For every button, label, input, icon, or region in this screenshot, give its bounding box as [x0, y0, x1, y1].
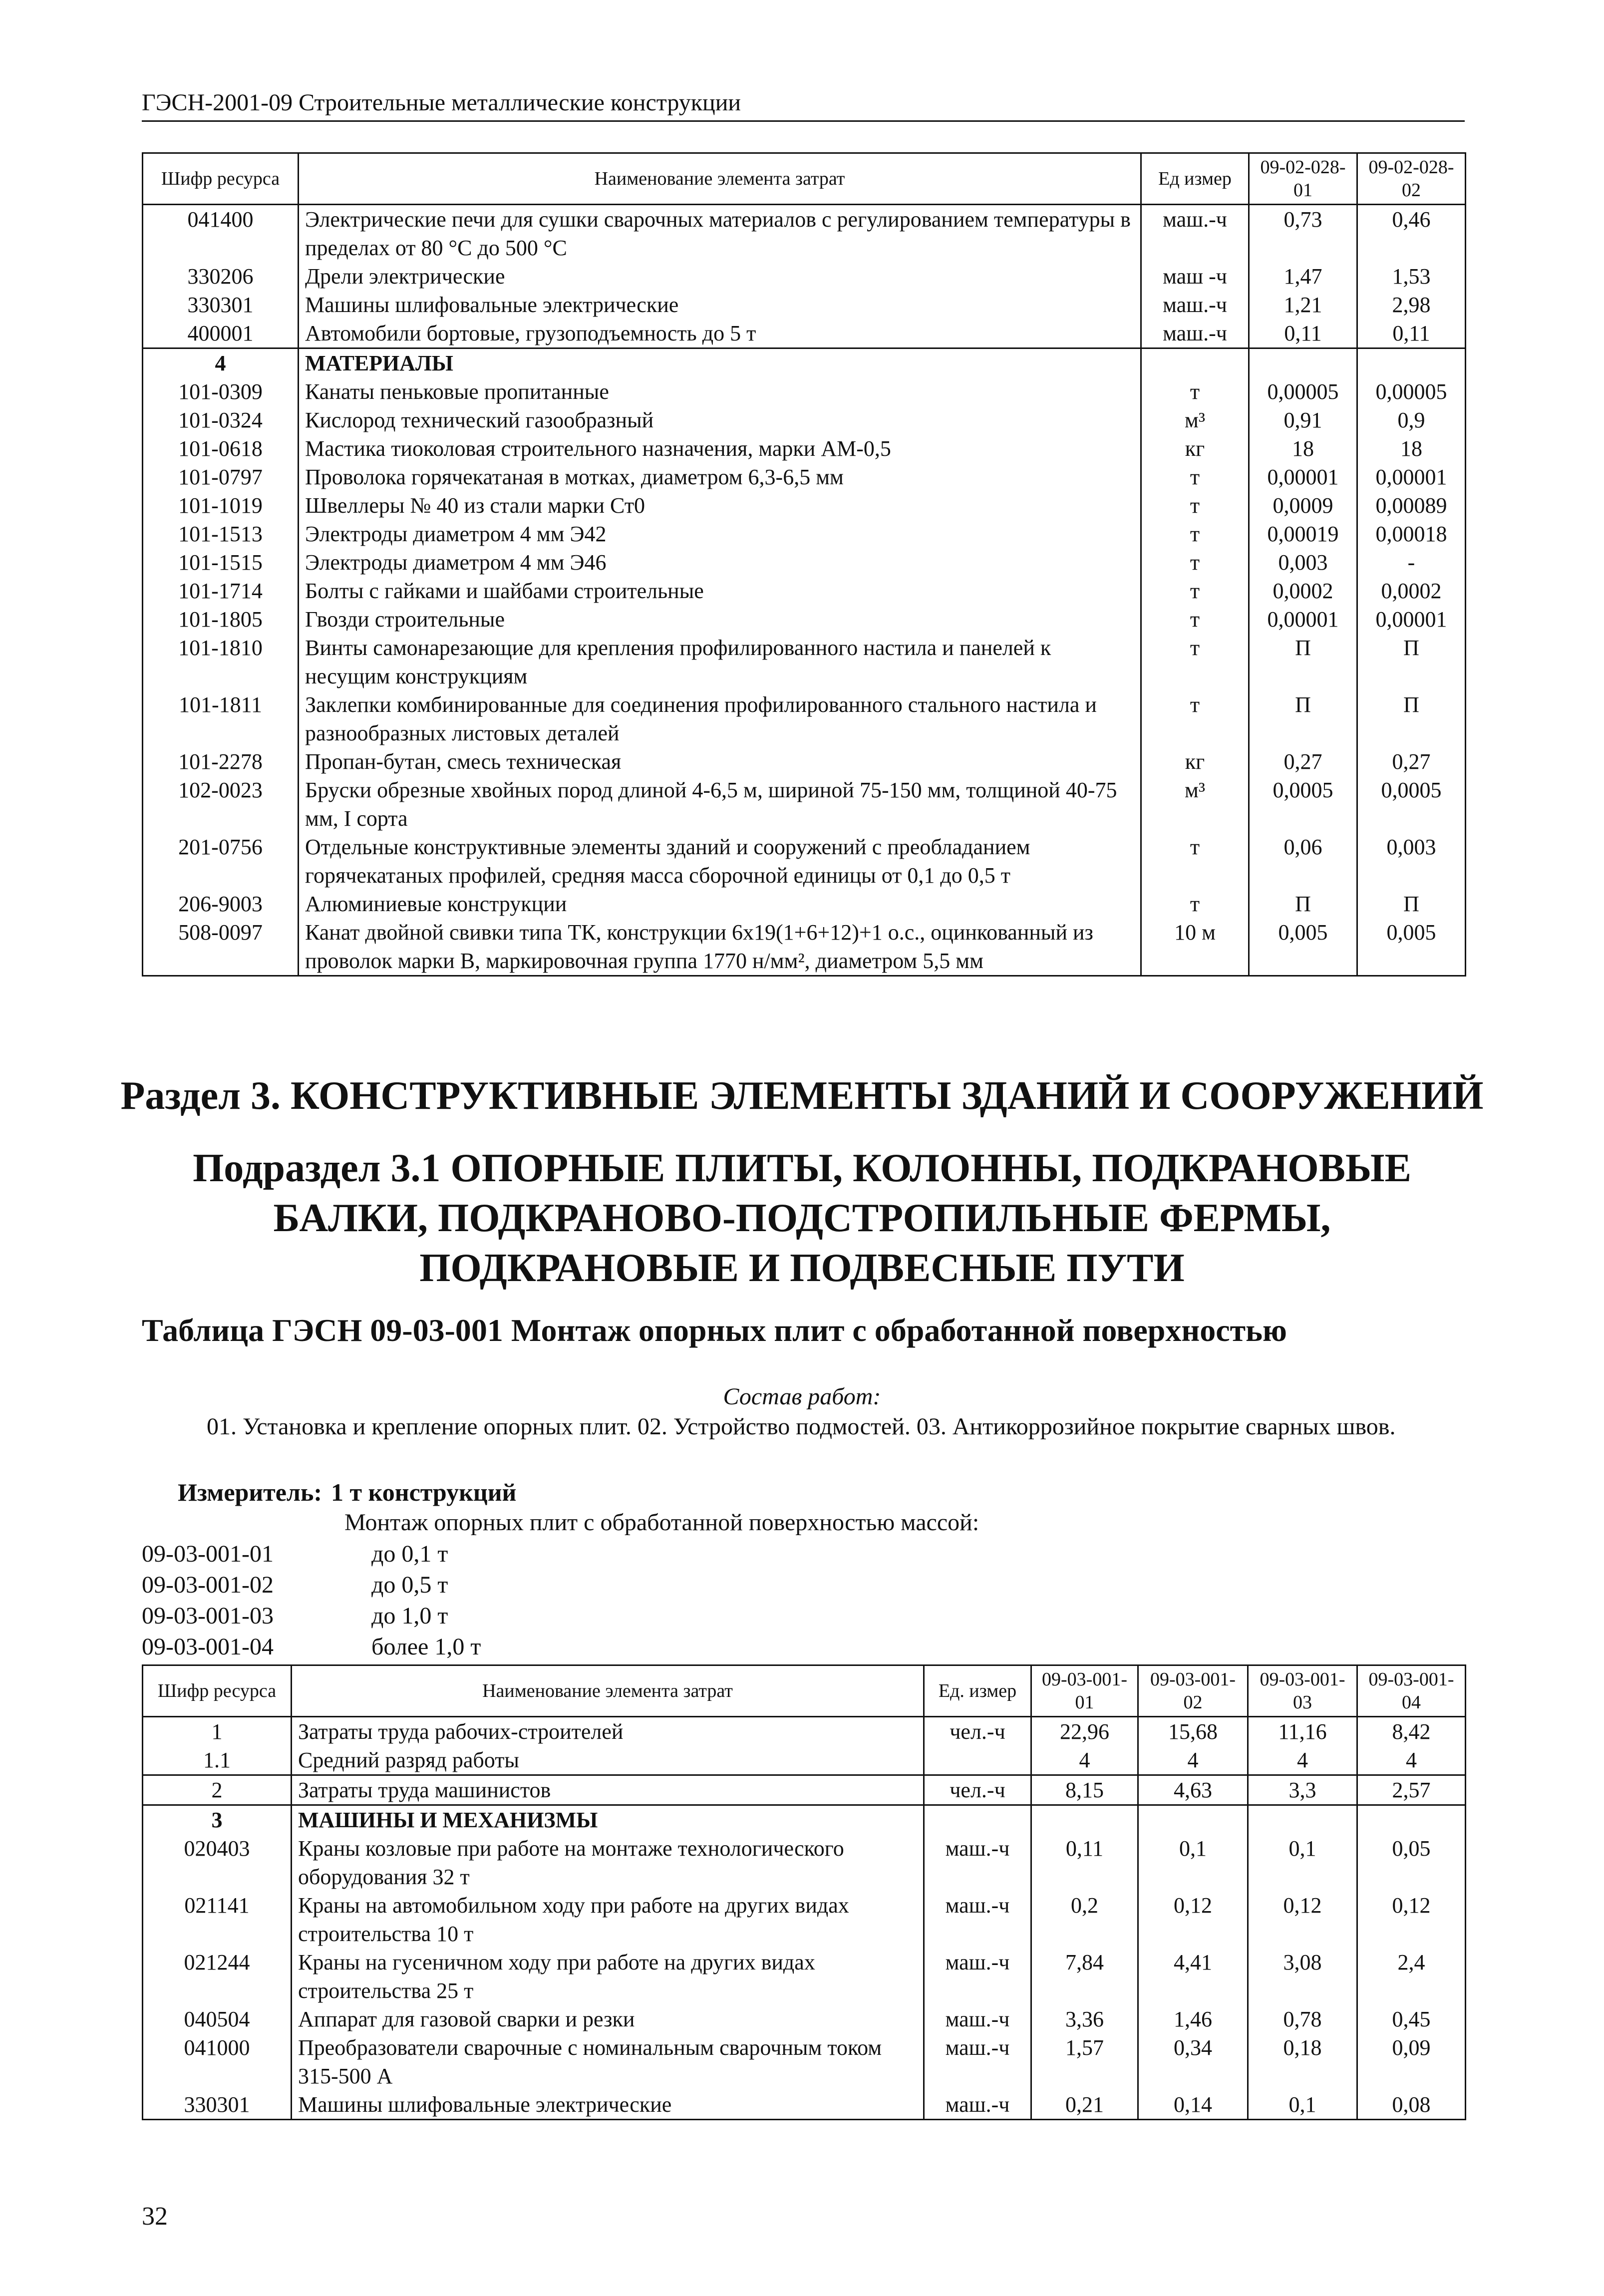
table-row — [143, 1805, 1466, 1835]
col-header-001-01: 09-03-001-01 — [1031, 1665, 1138, 1717]
value-001-04: 0,08 — [1357, 2090, 1466, 2120]
value-001-02: 4,63 — [1138, 1775, 1248, 1805]
value-001-04: 8,42 — [1357, 1717, 1466, 1746]
value-001-01: 0,11 — [1031, 1834, 1138, 1891]
value-028-02: 0,0005 — [1357, 776, 1466, 833]
unit-cell — [924, 1746, 1031, 1775]
value-028-01 — [1249, 348, 1357, 378]
variants-list — [142, 1539, 481, 1662]
cost-element-name: Отдельные конструктивные элементы зданий и сооружений с преобладанием горячекатаных профилей, средняя масса сборочной единицы от 0,1 до 0,5 т — [299, 833, 1141, 890]
unit-cell: т — [1141, 377, 1249, 406]
table-row — [143, 463, 1466, 491]
table-row — [143, 1746, 1466, 1775]
value-028-02: 0,00089 — [1357, 491, 1466, 520]
resource-code: 330301 — [143, 2090, 292, 2120]
variant-item — [142, 1539, 481, 1570]
unit-cell — [924, 1805, 1031, 1835]
value-028-01: 0,73 — [1249, 205, 1357, 263]
unit-cell: маш.-ч — [924, 1948, 1031, 2005]
resource-code: 2 — [143, 1775, 292, 1805]
running-header: ГЭСН-2001-09 Строительные металлические конструкции — [142, 89, 1465, 122]
value-001-02: 0,14 — [1138, 2090, 1248, 2120]
resource-code: 330301 — [143, 291, 299, 319]
value-028-01: П — [1249, 634, 1357, 690]
meter-description: Монтаж опорных плит с обработанной поверхностью массой: — [344, 1509, 979, 1536]
table-row — [143, 520, 1466, 548]
resource-code: 4 — [143, 348, 299, 378]
value-028-02: П — [1357, 634, 1466, 690]
value-001-02: 1,46 — [1138, 2005, 1248, 2033]
value-028-01: 0,00019 — [1249, 520, 1357, 548]
value-028-01: 0,005 — [1249, 918, 1357, 976]
table-row — [143, 491, 1466, 520]
work-composition-text: 01. Установка и крепление опорных плит. 02. Устройство подмостей. 03. Антикоррозийное покрытие сварных швов. — [207, 1413, 1396, 1440]
value-028-02: 0,00018 — [1357, 520, 1466, 548]
page-number: 32 — [142, 2202, 168, 2231]
table-row — [143, 747, 1466, 776]
value-028-01: 0,0005 — [1249, 776, 1357, 833]
value-028-02: П — [1357, 890, 1466, 918]
value-028-01: П — [1249, 690, 1357, 747]
cost-element-name: Проволока горячекатаная в мотках, диаметром 6,3-6,5 мм — [299, 463, 1141, 491]
variant-description: до 1,0 т — [371, 1603, 448, 1629]
unit-cell: т — [1141, 463, 1249, 491]
value-001-02 — [1138, 1805, 1248, 1835]
value-001-02: 0,12 — [1138, 1891, 1248, 1948]
value-001-01: 1,57 — [1031, 2033, 1138, 2090]
unit-cell: т — [1141, 548, 1249, 577]
col-header-028-02: 09-02-028-02 — [1357, 153, 1466, 205]
variant-description: до 0,5 т — [371, 1572, 448, 1598]
value-028-02: 0,0002 — [1357, 577, 1466, 605]
variant-item — [142, 1632, 481, 1662]
value-028-01: 0,003 — [1249, 548, 1357, 577]
table-row — [143, 262, 1466, 291]
resource-code: 101-1810 — [143, 634, 299, 690]
table-row — [143, 605, 1466, 634]
cost-element-name: МАТЕРИАЛЫ — [299, 348, 1141, 378]
cost-element-name: Автомобили бортовые, грузоподъемность до 5 т — [299, 319, 1141, 348]
value-001-01: 8,15 — [1031, 1775, 1138, 1805]
cost-element-name: Средний разряд работы — [292, 1746, 924, 1775]
unit-cell: т — [1141, 634, 1249, 690]
subsection-title — [0, 1143, 1604, 1293]
value-028-01: 0,91 — [1249, 406, 1357, 434]
value-028-01: 1,47 — [1249, 262, 1357, 291]
unit-cell: 10 м — [1141, 918, 1249, 976]
unit-cell: маш.-ч — [924, 2033, 1031, 2090]
table-row — [143, 1717, 1466, 1746]
unit-cell — [1141, 348, 1249, 378]
table-row — [143, 890, 1466, 918]
table-row — [143, 2033, 1466, 2090]
unit-cell: т — [1141, 690, 1249, 747]
unit-cell: чел.-ч — [924, 1775, 1031, 1805]
cost-element-name: Электрические печи для сушки сварочных материалов с регулированием температуры в пределах от 80 °С до 500 °С — [299, 205, 1141, 263]
resource-code: 101-1513 — [143, 520, 299, 548]
table-row — [143, 377, 1466, 406]
col-header-name: Наименование элемента затрат — [299, 153, 1141, 205]
subsection-line-3: ПОДКРАНОВЫЕ И ПОДВЕСНЫЕ ПУТИ — [419, 1246, 1185, 1290]
col-header-unit: Ед измер — [1141, 153, 1249, 205]
resource-code: 206-9003 — [143, 890, 299, 918]
table-row — [143, 548, 1466, 577]
cost-element-name: Бруски обрезные хвойных пород длиной 4-6,5 м, шириной 75-150 мм, толщиной 40-75 мм, I сорта — [299, 776, 1141, 833]
value-001-01 — [1031, 1805, 1138, 1835]
resource-code: 102-0023 — [143, 776, 299, 833]
meter-value: 1 т конструкций — [331, 1478, 517, 1506]
value-001-04 — [1357, 1805, 1466, 1835]
value-001-02: 4,41 — [1138, 1948, 1248, 2005]
unit-cell: маш.-ч — [1141, 205, 1249, 263]
unit-cell: маш.-ч — [924, 1834, 1031, 1891]
table-row — [143, 319, 1466, 348]
value-001-01: 3,36 — [1031, 2005, 1138, 2033]
value-001-03: 0,18 — [1248, 2033, 1357, 2090]
cost-element-name: Краны козловые при работе на монтаже технологического оборудования 32 т — [292, 1834, 924, 1891]
value-028-01: 0,0009 — [1249, 491, 1357, 520]
value-028-02: 0,00001 — [1357, 463, 1466, 491]
variant-code: 09-03-001-03 — [142, 1603, 274, 1629]
resource-code: 1.1 — [143, 1746, 292, 1775]
resource-code: 101-0324 — [143, 406, 299, 434]
value-001-03: 3,3 — [1248, 1775, 1357, 1805]
resource-code: 041000 — [143, 2033, 292, 2090]
resource-code: 3 — [143, 1805, 292, 1835]
table-row — [143, 406, 1466, 434]
cost-element-name: Гвозди строительные — [299, 605, 1141, 634]
resource-code: 400001 — [143, 319, 299, 348]
unit-cell: кг — [1141, 434, 1249, 463]
col-header-code: Шифр ресурса — [143, 1665, 292, 1717]
table-row — [143, 690, 1466, 747]
variant-item — [142, 1601, 481, 1632]
value-028-01: 0,27 — [1249, 747, 1357, 776]
resource-code: 101-1811 — [143, 690, 299, 747]
cost-element-name: МАШИНЫ И МЕХАНИЗМЫ — [292, 1805, 924, 1835]
value-028-01: 1,21 — [1249, 291, 1357, 319]
table-row — [143, 205, 1466, 263]
value-028-02: 0,003 — [1357, 833, 1466, 890]
table-row — [143, 1775, 1466, 1805]
table-row — [143, 2005, 1466, 2033]
table-row — [143, 1948, 1466, 2005]
value-001-04: 0,12 — [1357, 1891, 1466, 1948]
table-title: Таблица ГЭСН 09-03-001 Монтаж опорных плит с обработанной поверхностью — [142, 1312, 1287, 1348]
cost-element-name: Аппарат для газовой сварки и резки — [292, 2005, 924, 2033]
cost-element-name: Затраты труда машинистов — [292, 1775, 924, 1805]
resource-code: 101-2278 — [143, 747, 299, 776]
value-001-02: 4 — [1138, 1746, 1248, 1775]
value-028-01: П — [1249, 890, 1357, 918]
unit-cell: маш.-ч — [1141, 291, 1249, 319]
value-001-04: 2,4 — [1357, 1948, 1466, 2005]
value-028-02 — [1357, 348, 1466, 378]
cost-element-name: Канат двойной свивки типа ТК, конструкции 6х19(1+6+12)+1 о.с., оцинкованный из проволок марки В, маркировочная группа 1770 н/мм², диаметром 5,5 мм — [299, 918, 1141, 976]
unit-cell: маш.-ч — [924, 2090, 1031, 2120]
resource-code: 101-1714 — [143, 577, 299, 605]
value-001-04: 0,45 — [1357, 2005, 1466, 2033]
cost-element-name: Алюминиевые конструкции — [299, 890, 1141, 918]
resource-code: 041400 — [143, 205, 299, 263]
unit-cell: т — [1141, 890, 1249, 918]
subsection-line-1: Подраздел 3.1 ОПОРНЫЕ ПЛИТЫ, КОЛОННЫ, ПОДКРАНОВЫЕ — [193, 1146, 1411, 1190]
unit-cell: м³ — [1141, 406, 1249, 434]
unit-cell: т — [1141, 833, 1249, 890]
cost-element-name: Болты с гайками и шайбами строительные — [299, 577, 1141, 605]
value-001-03: 0,1 — [1248, 2090, 1357, 2120]
cost-element-name: Швеллеры № 40 из стали марки Ст0 — [299, 491, 1141, 520]
resource-code: 020403 — [143, 1834, 292, 1891]
resource-code: 508-0097 — [143, 918, 299, 976]
value-001-03: 3,08 — [1248, 1948, 1357, 2005]
value-001-04: 0,09 — [1357, 2033, 1466, 2090]
col-header-001-04: 09-03-001-04 — [1357, 1665, 1466, 1717]
unit-cell: маш.-ч — [924, 2005, 1031, 2033]
cost-element-name: Кислород технический газообразный — [299, 406, 1141, 434]
col-header-name: Наименование элемента затрат — [292, 1665, 924, 1717]
variant-code: 09-03-001-02 — [142, 1572, 274, 1598]
value-028-02: 2,98 — [1357, 291, 1466, 319]
resource-code: 021244 — [143, 1948, 292, 2005]
work-composition-heading: Состав работ: — [723, 1383, 881, 1410]
unit-cell: т — [1141, 577, 1249, 605]
table-row — [143, 1891, 1466, 1948]
value-001-03: 0,78 — [1248, 2005, 1357, 2033]
cost-element-name: Преобразователи сварочные с номинальным сварочным током 315-500 А — [292, 2033, 924, 2090]
value-001-04: 2,57 — [1357, 1775, 1466, 1805]
cost-element-name: Пропан-бутан, смесь техническая — [299, 747, 1141, 776]
unit-cell: м³ — [1141, 776, 1249, 833]
value-001-02: 0,34 — [1138, 2033, 1248, 2090]
value-001-01: 0,2 — [1031, 1891, 1138, 1948]
variant-code: 09-03-001-01 — [142, 1541, 274, 1567]
table-row — [143, 833, 1466, 890]
value-028-02: 0,005 — [1357, 918, 1466, 976]
resource-code: 201-0756 — [143, 833, 299, 890]
unit-cell: т — [1141, 491, 1249, 520]
value-028-01: 18 — [1249, 434, 1357, 463]
resource-code: 101-1805 — [143, 605, 299, 634]
value-001-02: 0,1 — [1138, 1834, 1248, 1891]
unit-cell: чел.-ч — [924, 1717, 1031, 1746]
value-001-01: 7,84 — [1031, 1948, 1138, 2005]
resource-code: 101-1515 — [143, 548, 299, 577]
unit-cell: т — [1141, 520, 1249, 548]
variant-item — [142, 1570, 481, 1601]
resource-code: 1 — [143, 1717, 292, 1746]
table-row — [143, 348, 1466, 378]
resource-table-09-03-001 — [142, 1664, 1466, 2120]
value-028-01: 0,00005 — [1249, 377, 1357, 406]
value-001-03: 0,1 — [1248, 1834, 1357, 1891]
cost-element-name: Машины шлифовальные электрические — [299, 291, 1141, 319]
value-028-02: 0,00001 — [1357, 605, 1466, 634]
resource-code: 101-1019 — [143, 491, 299, 520]
cost-element-name: Винты самонарезающие для крепления профилированного настила и панелей к несущим конструкциям — [299, 634, 1141, 690]
cost-element-name: Мастика тиоколовая строительного назначения, марки АМ-0,5 — [299, 434, 1141, 463]
resource-table-09-02-028 — [142, 152, 1466, 977]
value-028-01: 0,06 — [1249, 833, 1357, 890]
unit-cell: маш.-ч — [1141, 319, 1249, 348]
value-001-03 — [1248, 1805, 1357, 1835]
unit-cell: кг — [1141, 747, 1249, 776]
table-row — [143, 434, 1466, 463]
value-028-01: 0,00001 — [1249, 463, 1357, 491]
value-028-02: 0,11 — [1357, 319, 1466, 348]
col-header-code: Шифр ресурса — [143, 153, 299, 205]
table-row — [143, 291, 1466, 319]
cost-element-name: Электроды диаметром 4 мм Э42 — [299, 520, 1141, 548]
value-028-02: 0,9 — [1357, 406, 1466, 434]
cost-element-name: Заклепки комбинированные для соединения профилированного стального настила и разнообразных листовых деталей — [299, 690, 1141, 747]
value-001-01: 0,21 — [1031, 2090, 1138, 2120]
table-row — [143, 918, 1466, 976]
value-001-01: 4 — [1031, 1746, 1138, 1775]
resource-code: 101-0309 — [143, 377, 299, 406]
value-001-04: 4 — [1357, 1746, 1466, 1775]
value-001-02: 15,68 — [1138, 1717, 1248, 1746]
table-row — [143, 634, 1466, 690]
col-header-001-02: 09-03-001-02 — [1138, 1665, 1248, 1717]
unit-cell: маш -ч — [1141, 262, 1249, 291]
table-row — [143, 577, 1466, 605]
variant-description: более 1,0 т — [371, 1634, 481, 1660]
cost-element-name: Канаты пеньковые пропитанные — [299, 377, 1141, 406]
meter-label: Измеритель: — [178, 1478, 322, 1506]
resource-code: 330206 — [143, 262, 299, 291]
value-028-02: 0,27 — [1357, 747, 1466, 776]
cost-element-name: Краны на гусеничном ходу при работе на других видах строительства 25 т — [292, 1948, 924, 2005]
value-028-02: 18 — [1357, 434, 1466, 463]
value-001-03: 11,16 — [1248, 1717, 1357, 1746]
value-028-02: - — [1357, 548, 1466, 577]
value-028-01: 0,11 — [1249, 319, 1357, 348]
variant-description: до 0,1 т — [371, 1541, 448, 1567]
meter — [178, 1478, 516, 1507]
value-028-02: П — [1357, 690, 1466, 747]
cost-element-name: Электроды диаметром 4 мм Э46 — [299, 548, 1141, 577]
cost-element-name: Затраты труда рабочих-строителей — [292, 1717, 924, 1746]
variant-code: 09-03-001-04 — [142, 1634, 274, 1660]
value-001-03: 0,12 — [1248, 1891, 1357, 1948]
resource-code: 101-0618 — [143, 434, 299, 463]
cost-element-name: Дрели электрические — [299, 262, 1141, 291]
value-001-01: 22,96 — [1031, 1717, 1138, 1746]
cost-element-name: Машины шлифовальные электрические — [292, 2090, 924, 2120]
value-028-01: 0,00001 — [1249, 605, 1357, 634]
table-row — [143, 1834, 1466, 1891]
cost-element-name: Краны на автомобильном ходу при работе на других видах строительства 10 т — [292, 1891, 924, 1948]
resource-code: 040504 — [143, 2005, 292, 2033]
col-header-028-01: 09-02-028-01 — [1249, 153, 1357, 205]
value-028-01: 0,0002 — [1249, 577, 1357, 605]
value-028-02: 1,53 — [1357, 262, 1466, 291]
value-028-02: 0,00005 — [1357, 377, 1466, 406]
table-row — [143, 776, 1466, 833]
resource-code: 021141 — [143, 1891, 292, 1948]
unit-cell: маш.-ч — [924, 1891, 1031, 1948]
value-001-04: 0,05 — [1357, 1834, 1466, 1891]
table-row — [143, 2090, 1466, 2120]
unit-cell: т — [1141, 605, 1249, 634]
col-header-001-03: 09-03-001-03 — [1248, 1665, 1357, 1717]
section-title: Раздел 3. КОНСТРУКТИВНЫЕ ЭЛЕМЕНТЫ ЗДАНИЙ И СООРУЖЕНИЙ — [120, 1074, 1484, 1118]
subsection-line-2: БАЛКИ, ПОДКРАНОВО-ПОДСТРОПИЛЬНЫЕ ФЕРМЫ, — [273, 1196, 1331, 1240]
value-001-03: 4 — [1248, 1746, 1357, 1775]
value-028-02: 0,46 — [1357, 205, 1466, 263]
resource-code: 101-0797 — [143, 463, 299, 491]
col-header-unit: Ед. измер — [924, 1665, 1031, 1717]
